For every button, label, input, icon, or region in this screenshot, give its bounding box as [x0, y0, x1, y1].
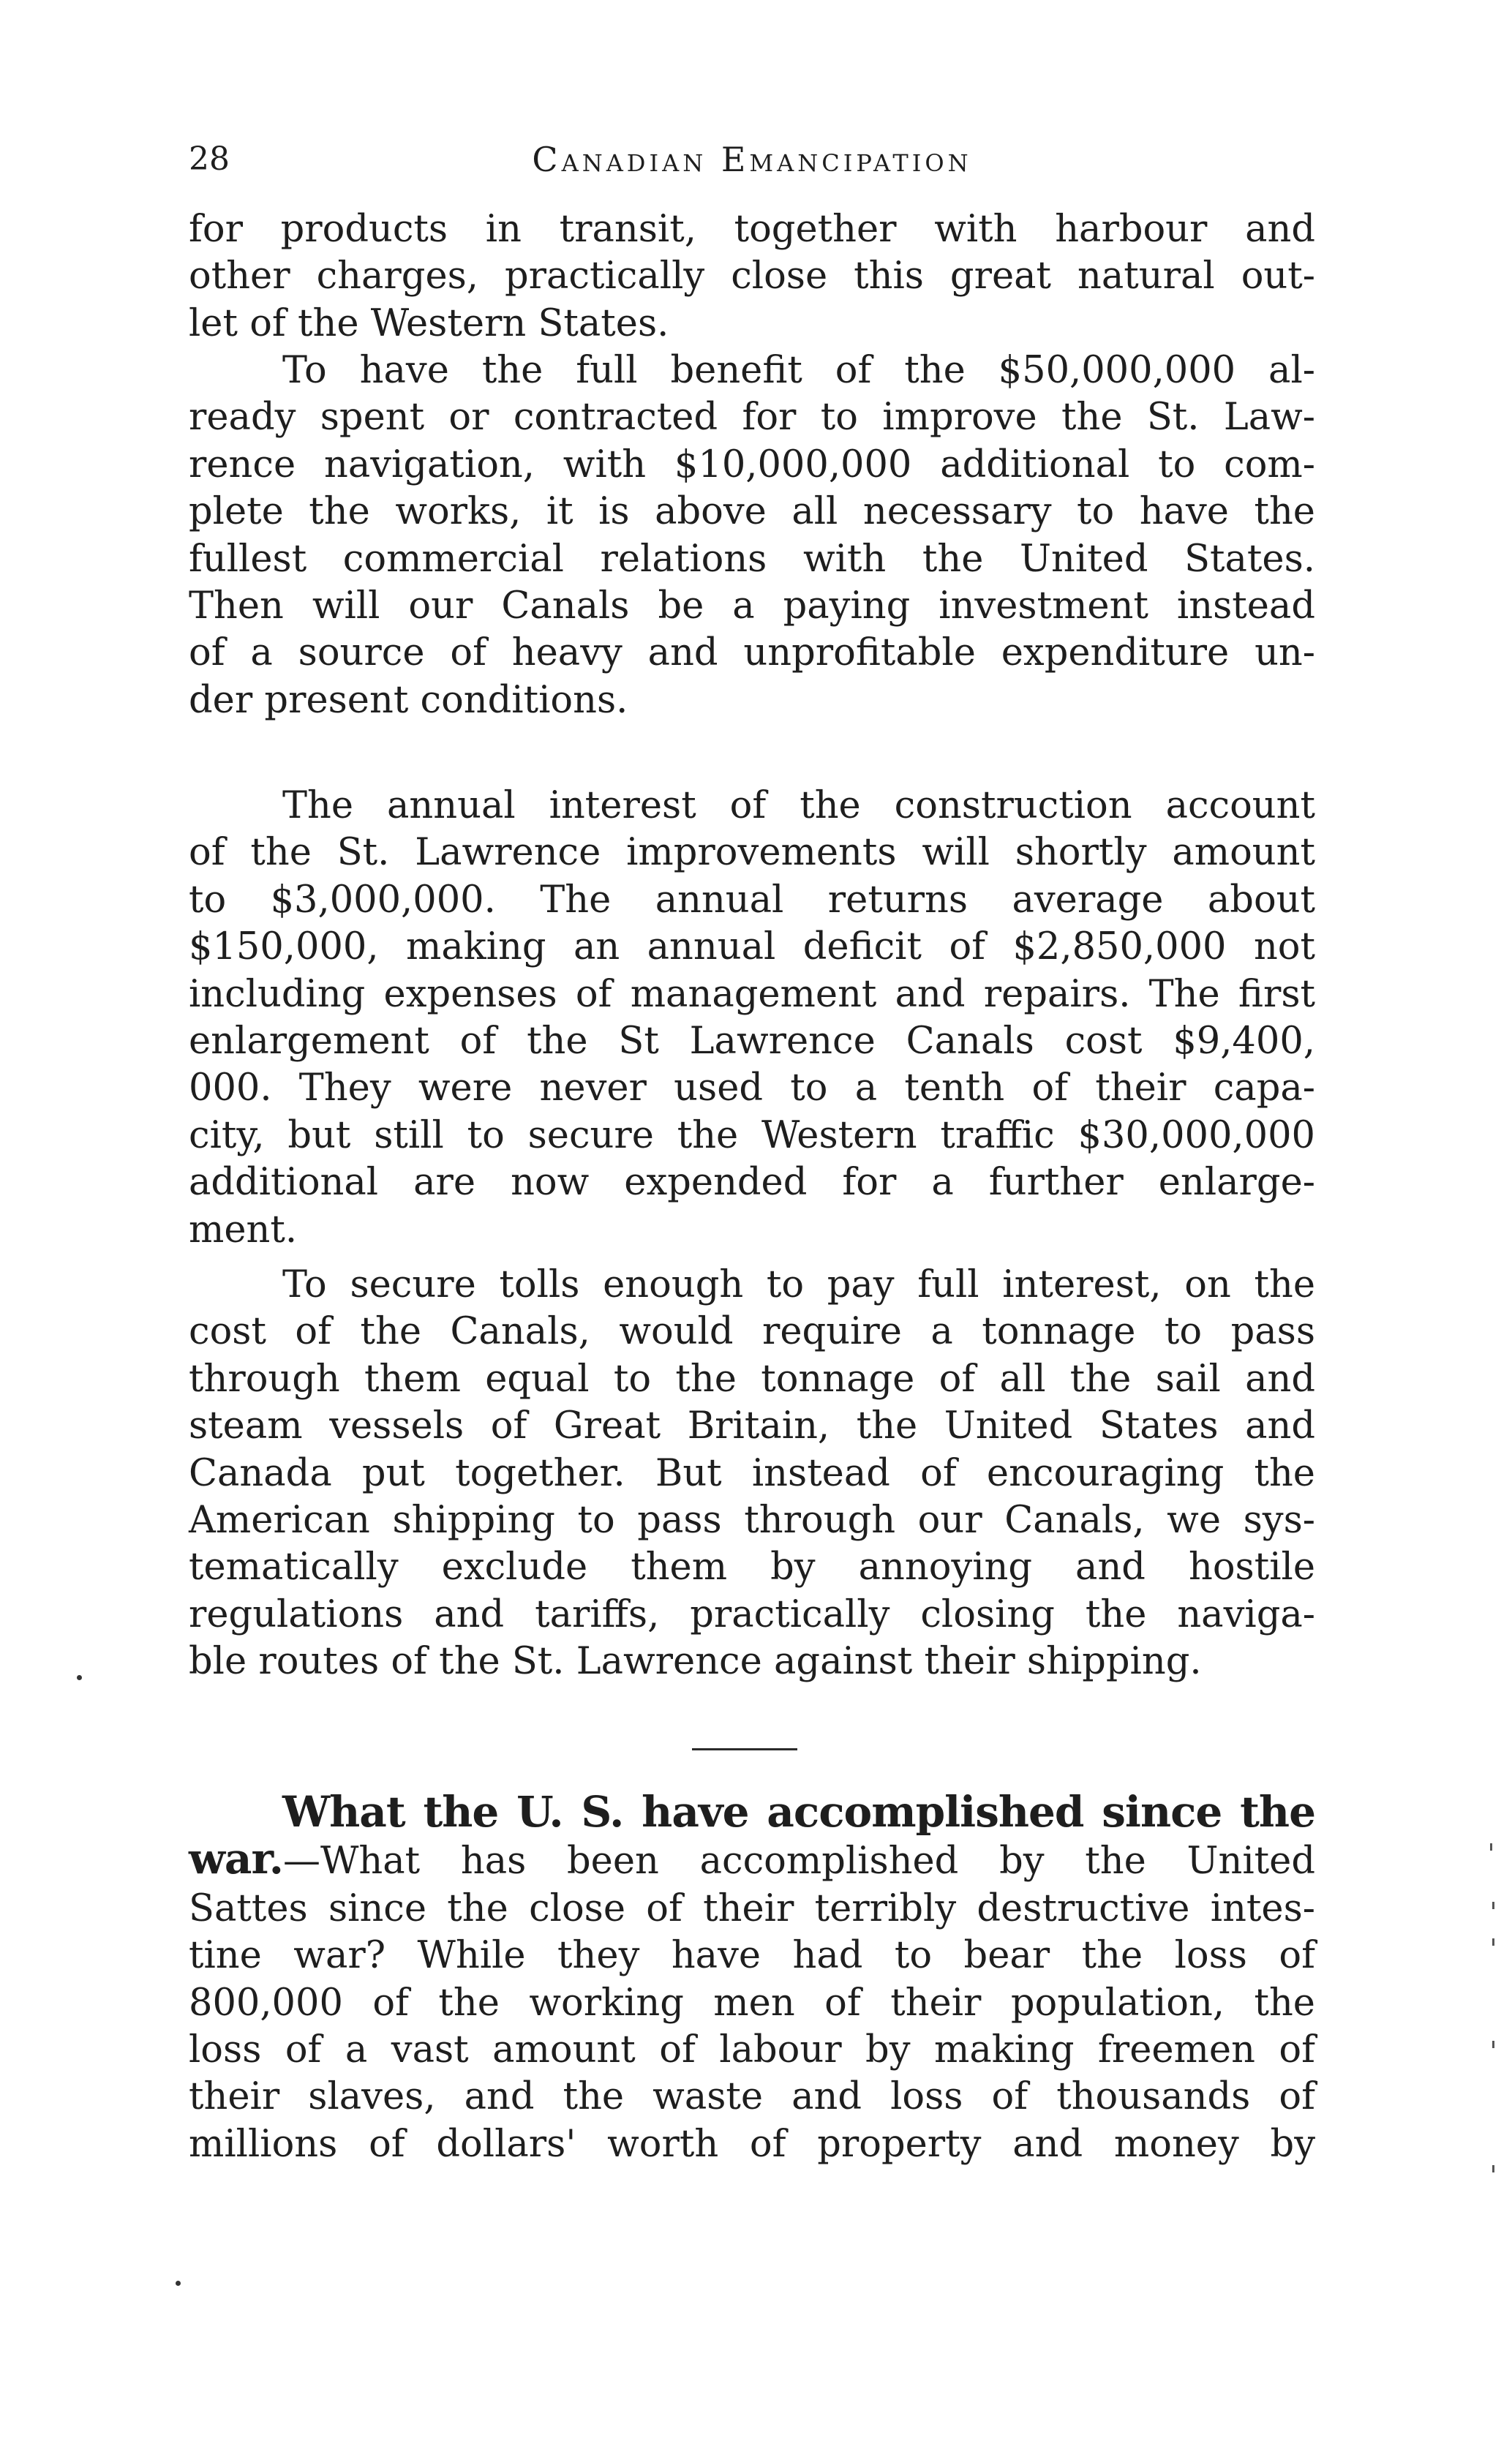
text-line: millions of dollars' worth of property and money by [189, 2122, 1315, 2166]
text-line: of the St. Lawrence improvements will shortly amount [189, 831, 1315, 875]
text-line: plete the works, it is above all necessary to have the [189, 490, 1315, 534]
paragraph-tolls [189, 1262, 1315, 1686]
text-line: loss of a vast amount of labour by making freemen of [189, 2028, 1315, 2072]
section-heading-text: war. [189, 1834, 283, 1884]
scan-mark [1492, 1902, 1494, 1909]
text-line: for products in transit, together with harbour and [189, 208, 1315, 251]
text-line: their slaves, and the waste and loss of thousands of [189, 2075, 1315, 2119]
text-line: tematically exclude them by annoying and hostile [189, 1546, 1315, 1589]
scan-mark [1492, 1938, 1494, 1946]
text-line: ready spent or contracted for to improve the St. Law- [189, 396, 1315, 440]
text-line: steam vessels of Great Britain, the United States and [189, 1404, 1315, 1448]
paragraph-benefit [189, 347, 1315, 724]
text-line: cost of the Canals, would require a tonnage to pass [189, 1310, 1315, 1354]
text-line: $150,000, making an annual deficit of $2,850,000 not [189, 925, 1315, 969]
text-line: of a source of heavy and unprofitable expenditure un- [189, 631, 1315, 675]
text-line: rence navigation, with $10,000,000 additional to com- [189, 443, 1315, 486]
text-line: tine war? While they have had to bear the loss of [189, 1934, 1315, 1978]
paragraph-continued [189, 206, 1315, 347]
text-fragment: —What has been accomplished by the United [282, 1840, 1315, 1884]
text-line: To have the full benefit of the $50,000,000 al- [282, 349, 1315, 392]
section-divider [692, 1748, 797, 1750]
text-line: regulations and tariffs, practically closing the naviga- [189, 1592, 1315, 1636]
scan-mark [1490, 1843, 1492, 1851]
page-number: 28 [189, 140, 230, 178]
text-line: ble routes of the St. Lawrence against their shipping. [189, 1640, 1202, 1684]
text-line: to $3,000,000. The annual returns average about [189, 878, 1315, 922]
scan-mark [1492, 2041, 1494, 2048]
text-line: including expenses of management and repairs. The first [189, 972, 1315, 1016]
text-line: To secure tolls enough to pay full interest, on the [282, 1263, 1315, 1306]
text-line: enlargement of the St Lawrence Canals cost $9,400, [189, 1020, 1315, 1064]
text-line: Then will our Canals be a paying investment instead [189, 584, 1315, 628]
text-line: ment. [189, 1208, 298, 1252]
section-heading-text: What the U. S. have accomplished since the [282, 1787, 1315, 1837]
text-line: other charges, practically close this great natural out- [189, 255, 1315, 298]
scan-mark [1492, 2165, 1494, 2172]
page-header [189, 130, 1315, 189]
text-line [189, 1835, 1315, 1885]
text-line: The annual interest of the construction account [282, 784, 1315, 827]
text-line: American shipping to pass through our Canals, we sys- [189, 1499, 1315, 1543]
text-line: city, but still to secure the Western traffic $30,000,000 [189, 1113, 1315, 1157]
scan-speck [176, 2281, 181, 2286]
text-line: Sattes since the close of their terribly destructive intes- [189, 1886, 1315, 1930]
section-heading [189, 1788, 1315, 1835]
paragraph-interest [189, 783, 1315, 1254]
text-line: Canada put together. But instead of encouraging the [189, 1451, 1315, 1495]
text-line: additional are now expended for a further enlarge- [189, 1161, 1315, 1205]
section-war [189, 1788, 1315, 2168]
text-line: der present conditions. [189, 678, 628, 722]
text-line: through them equal to the tonnage of all the sail and [189, 1357, 1315, 1401]
text-line: 800,000 of the working men of their population, the [189, 1981, 1315, 2025]
running-title: Canadian Emancipation [532, 140, 972, 179]
text-line: 000. They were never used to a tenth of their capa- [189, 1066, 1315, 1110]
scan-speck [77, 1675, 82, 1680]
text-line: let of the Western States. [189, 301, 669, 345]
text-line: fullest commercial relations with the United States. [189, 537, 1315, 581]
